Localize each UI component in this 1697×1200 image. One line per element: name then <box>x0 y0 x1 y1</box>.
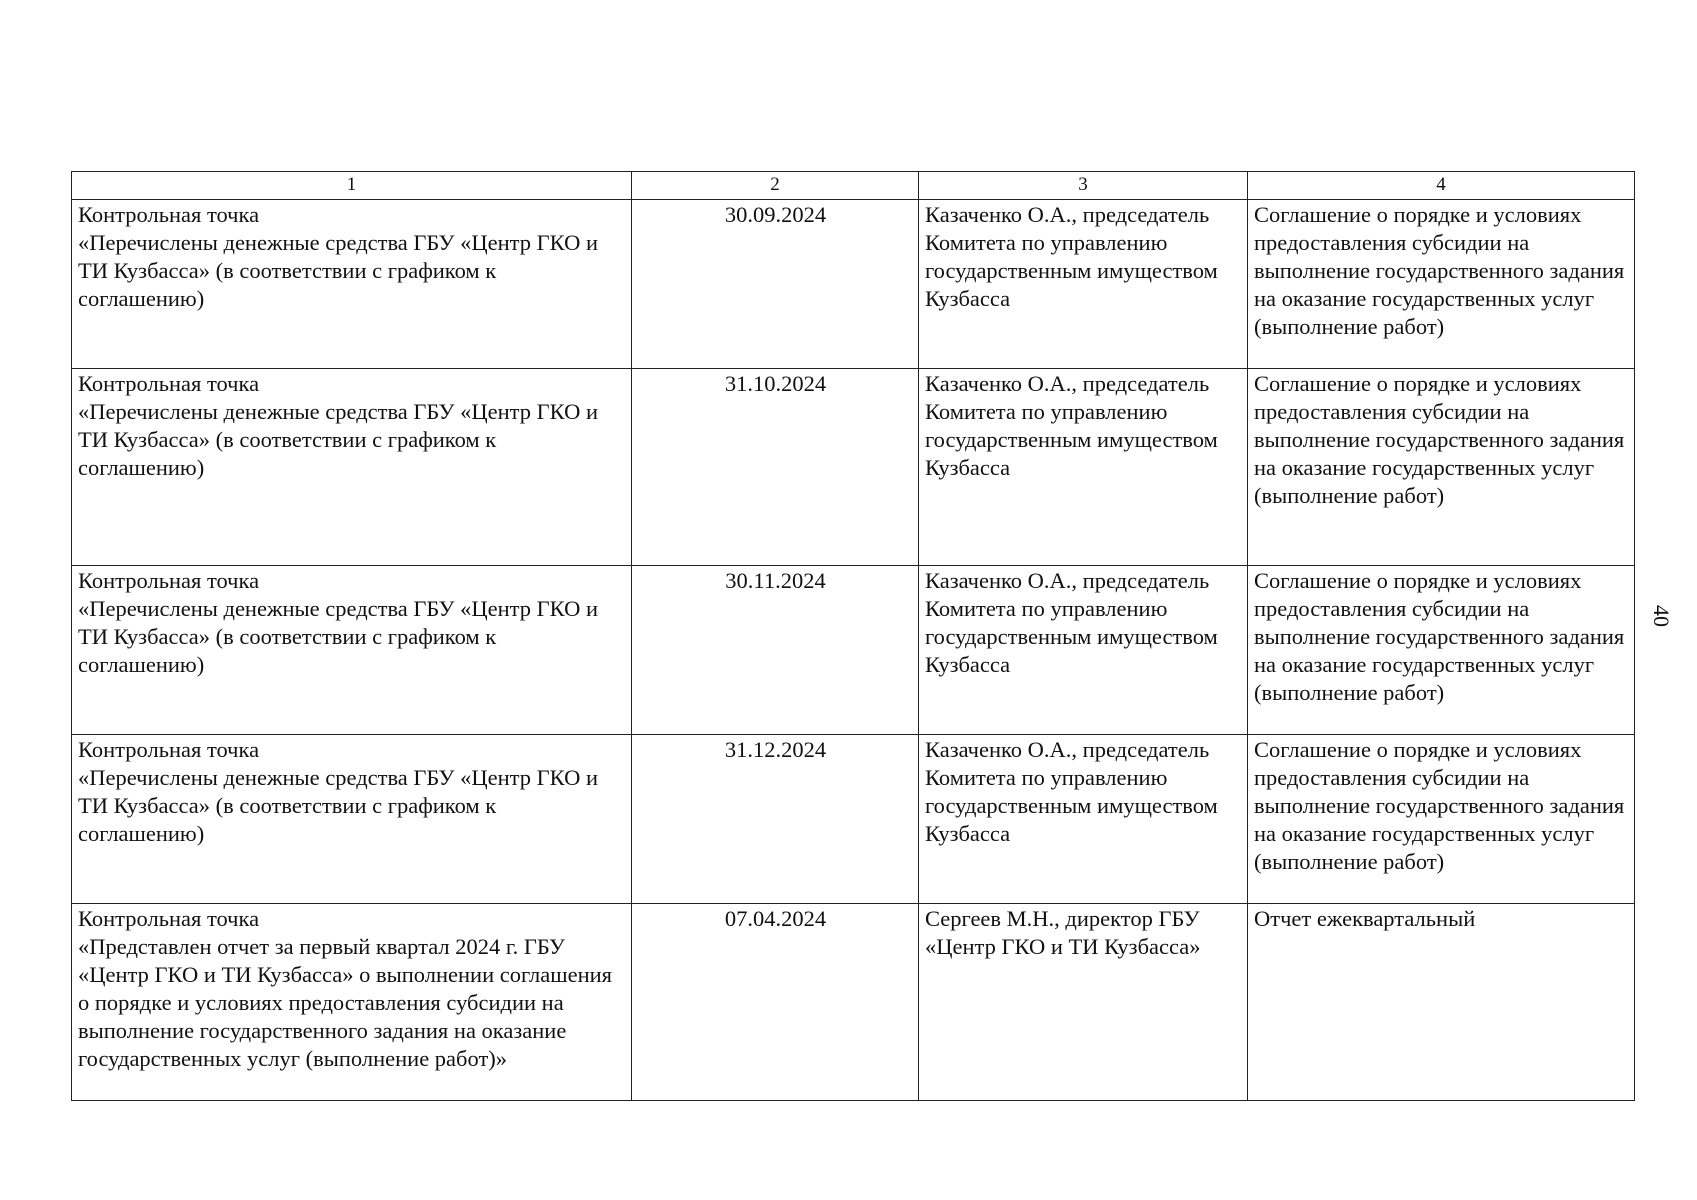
column-number-3: 3 <box>919 172 1248 200</box>
event-cell: Контрольная точка «Перечислены денежные средства ГБУ «Центр ГКО и ТИ Кузбасса» (в соответствии с графиком к соглашению) <box>72 200 632 369</box>
page-number: 40 <box>1649 605 1674 627</box>
date-cell: 30.11.2024 <box>632 566 919 735</box>
responsible-cell: Сергеев М.Н., директор ГБУ «Центр ГКО и ТИ Кузбасса» <box>919 904 1248 1101</box>
schedule-table <box>71 171 1635 1101</box>
document-cell: Соглашение о порядке и условиях предоставления субсидии на выполнение государственного задания на оказание государственных услуг (выполнение работ) <box>1248 369 1635 566</box>
event-cell: Контрольная точка «Перечислены денежные средства ГБУ «Центр ГКО и ТИ Кузбасса» (в соответствии с графиком к соглашению) <box>72 369 632 566</box>
date-cell: 07.04.2024 <box>632 904 919 1101</box>
responsible-cell: Казаченко О.А., председатель Комитета по управлению государственным имуществом Кузбасса <box>919 200 1248 369</box>
event-cell: Контрольная точка «Представлен отчет за первый квартал 2024 г. ГБУ «Центр ГКО и ТИ Кузбасса» о выполнении соглашения о порядке и условиях предоставления субсидии на выполнение государственного задания на оказание государственных услуг (выполнение работ)» <box>72 904 632 1101</box>
date-cell: 30.09.2024 <box>632 200 919 369</box>
date-cell: 31.10.2024 <box>632 369 919 566</box>
document-cell: Соглашение о порядке и условиях предоставления субсидии на выполнение государственного задания на оказание государственных услуг (выполнение работ) <box>1248 200 1635 369</box>
document-cell: Соглашение о порядке и условиях предоставления субсидии на выполнение государственного задания на оказание государственных услуг (выполнение работ) <box>1248 566 1635 735</box>
column-number-2: 2 <box>632 172 919 200</box>
responsible-cell: Казаченко О.А., председатель Комитета по управлению государственным имуществом Кузбасса <box>919 369 1248 566</box>
date-cell: 31.12.2024 <box>632 735 919 904</box>
responsible-cell: Казаченко О.А., председатель Комитета по управлению государственным имуществом Кузбасса <box>919 735 1248 904</box>
event-cell: Контрольная точка «Перечислены денежные средства ГБУ «Центр ГКО и ТИ Кузбасса» (в соответствии с графиком к соглашению) <box>72 566 632 735</box>
document-cell: Отчет ежеквартальный <box>1248 904 1635 1101</box>
event-cell: Контрольная точка «Перечислены денежные средства ГБУ «Центр ГКО и ТИ Кузбасса» (в соответствии с графиком к соглашению) <box>72 735 632 904</box>
responsible-cell: Казаченко О.А., председатель Комитета по управлению государственным имуществом Кузбасса <box>919 566 1248 735</box>
table-header-row <box>72 172 1635 200</box>
table-row <box>72 566 1635 735</box>
table-row <box>72 904 1635 1101</box>
table-row <box>72 200 1635 369</box>
column-number-4: 4 <box>1248 172 1635 200</box>
document-cell: Соглашение о порядке и условиях предоставления субсидии на выполнение государственного задания на оказание государственных услуг (выполнение работ) <box>1248 735 1635 904</box>
table-row <box>72 735 1635 904</box>
column-number-1: 1 <box>72 172 632 200</box>
table-row <box>72 369 1635 566</box>
